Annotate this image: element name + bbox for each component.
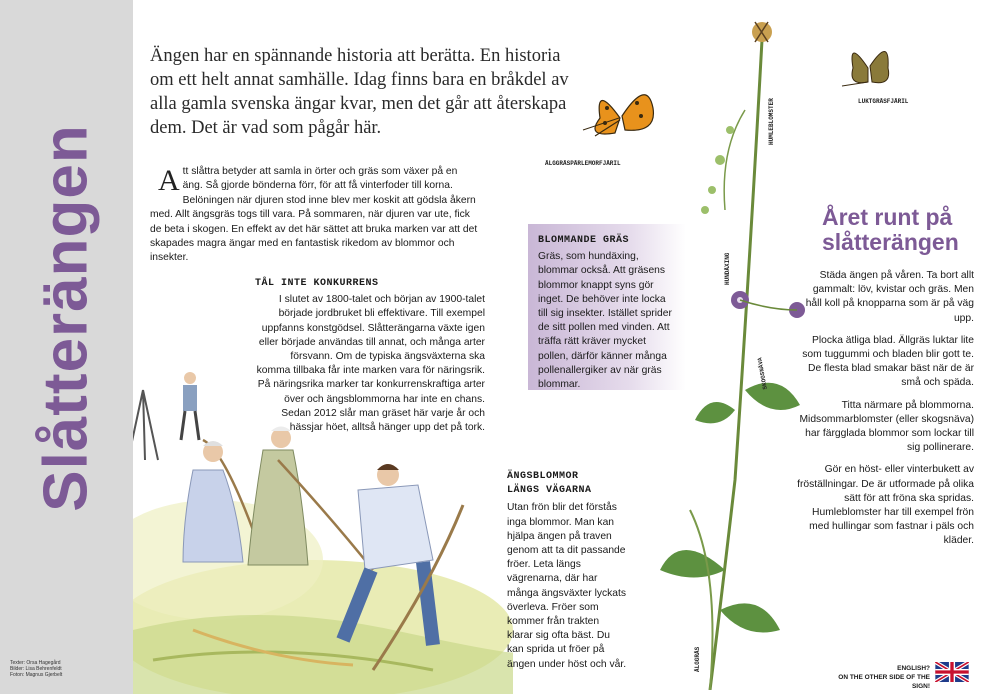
year-round-title	[822, 205, 972, 255]
grass-heading: BLOMMANDE GRÄS	[538, 235, 630, 246]
butterfly-label-2: LUKTGRÄSFJÄRIL	[858, 98, 909, 105]
roadside-heading-2: LÄNGS VÄGARNA	[507, 485, 592, 497]
plant-label-2: HUNDÄXING	[724, 252, 731, 285]
roadside-heading-1: ÄNGSBLOMMOR	[507, 471, 579, 482]
year-round-paragraph: Plocka ätliga blad. Ällgräs luktar lite som tuggummi och bladen blir gott te. De flesta blad smakar bäst när de är små och späda.	[802, 334, 974, 389]
year-round-paragraph: Titta närmare på blommorna. Midsommarblomster (eller skogsnäva) har färgglada blommor som lockar till sig pollinerare.	[799, 399, 974, 454]
credit-text: Texter: Orsa Hagegård	[10, 660, 61, 666]
plants-illustration	[650, 10, 820, 690]
year-round-paragraph: Städa ängen på våren. Ta bort allt gammalt: löv, kvistar och gräs. Men håll koll på knopparna som är på väg upp.	[805, 270, 974, 324]
sidebar	[0, 0, 133, 694]
plant-label-1: HUMLEBLOMSTER	[768, 98, 775, 145]
english-note-line-2: ON THE OTHER SIDE OF THE SIGN!	[838, 674, 930, 690]
credits	[10, 660, 62, 678]
year-round-title-line-1: Året runt på	[822, 204, 953, 230]
section-heading: TÅL INTE KONKURRENS	[255, 278, 379, 289]
page-title: Slåtterängen	[31, 124, 101, 512]
intro-paragraph: Ängen har en spännande historia att berätta. En historia om ett helt annat samhälle. Idag finns bara en bråkdel av alla gamla svenska ängar kvar, men det går att återskapa dem. Det är vad som pågår här.	[150, 46, 569, 138]
section-competition	[255, 277, 485, 435]
section-text: I slutet av 1800-talet och början av 1900-talet började jordbruket bli effektivare. Till exempel uppfanns konstgödsel. Slåtterängarna växte igen eller började användas till annat, och många arter försvann. Om de typiska ängsväxterna ska komma tillbaka får inte marken vara för näringsrik. På näringsrika marker tar konkurrenskraftiga arter över och ängsblommorna har inte en chans. Sedan 2012 slår man gräset här varje år och hässjar höet, alltså hänger upp det på tork.	[256, 294, 485, 434]
section-roadside-flowers	[507, 470, 627, 672]
year-round-title-line-2: slåtterängen	[822, 229, 959, 255]
year-round-text	[796, 269, 974, 557]
butterfly-label-1: ÄLGGRÄSPÄRLEMORFJÄRIL	[545, 160, 621, 167]
plant-label-3: SKOGSNÄVA	[756, 356, 769, 390]
year-round-paragraph: Gör en höst- eller vinterbukett av fröställningar. De är utformade på olika sätt för att fröna ska spridas. Humleblomster har till exempel frön med hullingar som fastnar i päls och kläder.	[797, 464, 974, 547]
english-note-line-1: ENGLISH?	[897, 665, 930, 672]
intro-body-text: tt slåttra betyder att samla in örter och gräs som växer på en äng. Så gjorde bönderna förr, för att få vinterfoder till korna. Belöningen när djuren stod inne blev mer koskit att gödsla åkern med. Allt ängsgräs togs till vara. På sommaren, när djuren var ute, fick de beta i skogen. En effekt av det här sättet att bruka marken var att det skapades magra ängar med en fantastisk rikedom av blommor och insekter.	[150, 166, 478, 264]
english-note	[820, 664, 930, 691]
plant-label-4: ÄLGGRÄS	[694, 646, 701, 672]
butterfly-icon	[838, 38, 898, 98]
uk-flag-icon	[935, 662, 969, 682]
grass-text: Gräs, som hundäxing, blommar också. Att gräsens blommor knappt syns gör inget. De behöver inte locka till sig insekter. Istället sprider de sitt pollen med vinden. Att träffa rätt kräver mycket pollen, därför känner många pollenallergiker av när gräs blommar.	[538, 251, 672, 391]
roadside-text: Utan frön blir det förstås inga blommor. Man kan hjälpa ängen på traven genom att ta dit passande fröer. Leta längs vägrenarna, där har många ängsväxter lyckats överleva. Fröer som kommer från trakten klarar sig ofta bäst. Du kan sprida ut fröer på ängen under höst och vår.	[507, 502, 627, 670]
drop-cap: A	[158, 164, 180, 197]
credit-photos: Foton: Magnus Gjerbelt	[10, 672, 63, 678]
credit-images: Bilder: Lisa Behrenfeldt	[10, 666, 62, 672]
intro-body	[150, 165, 480, 266]
